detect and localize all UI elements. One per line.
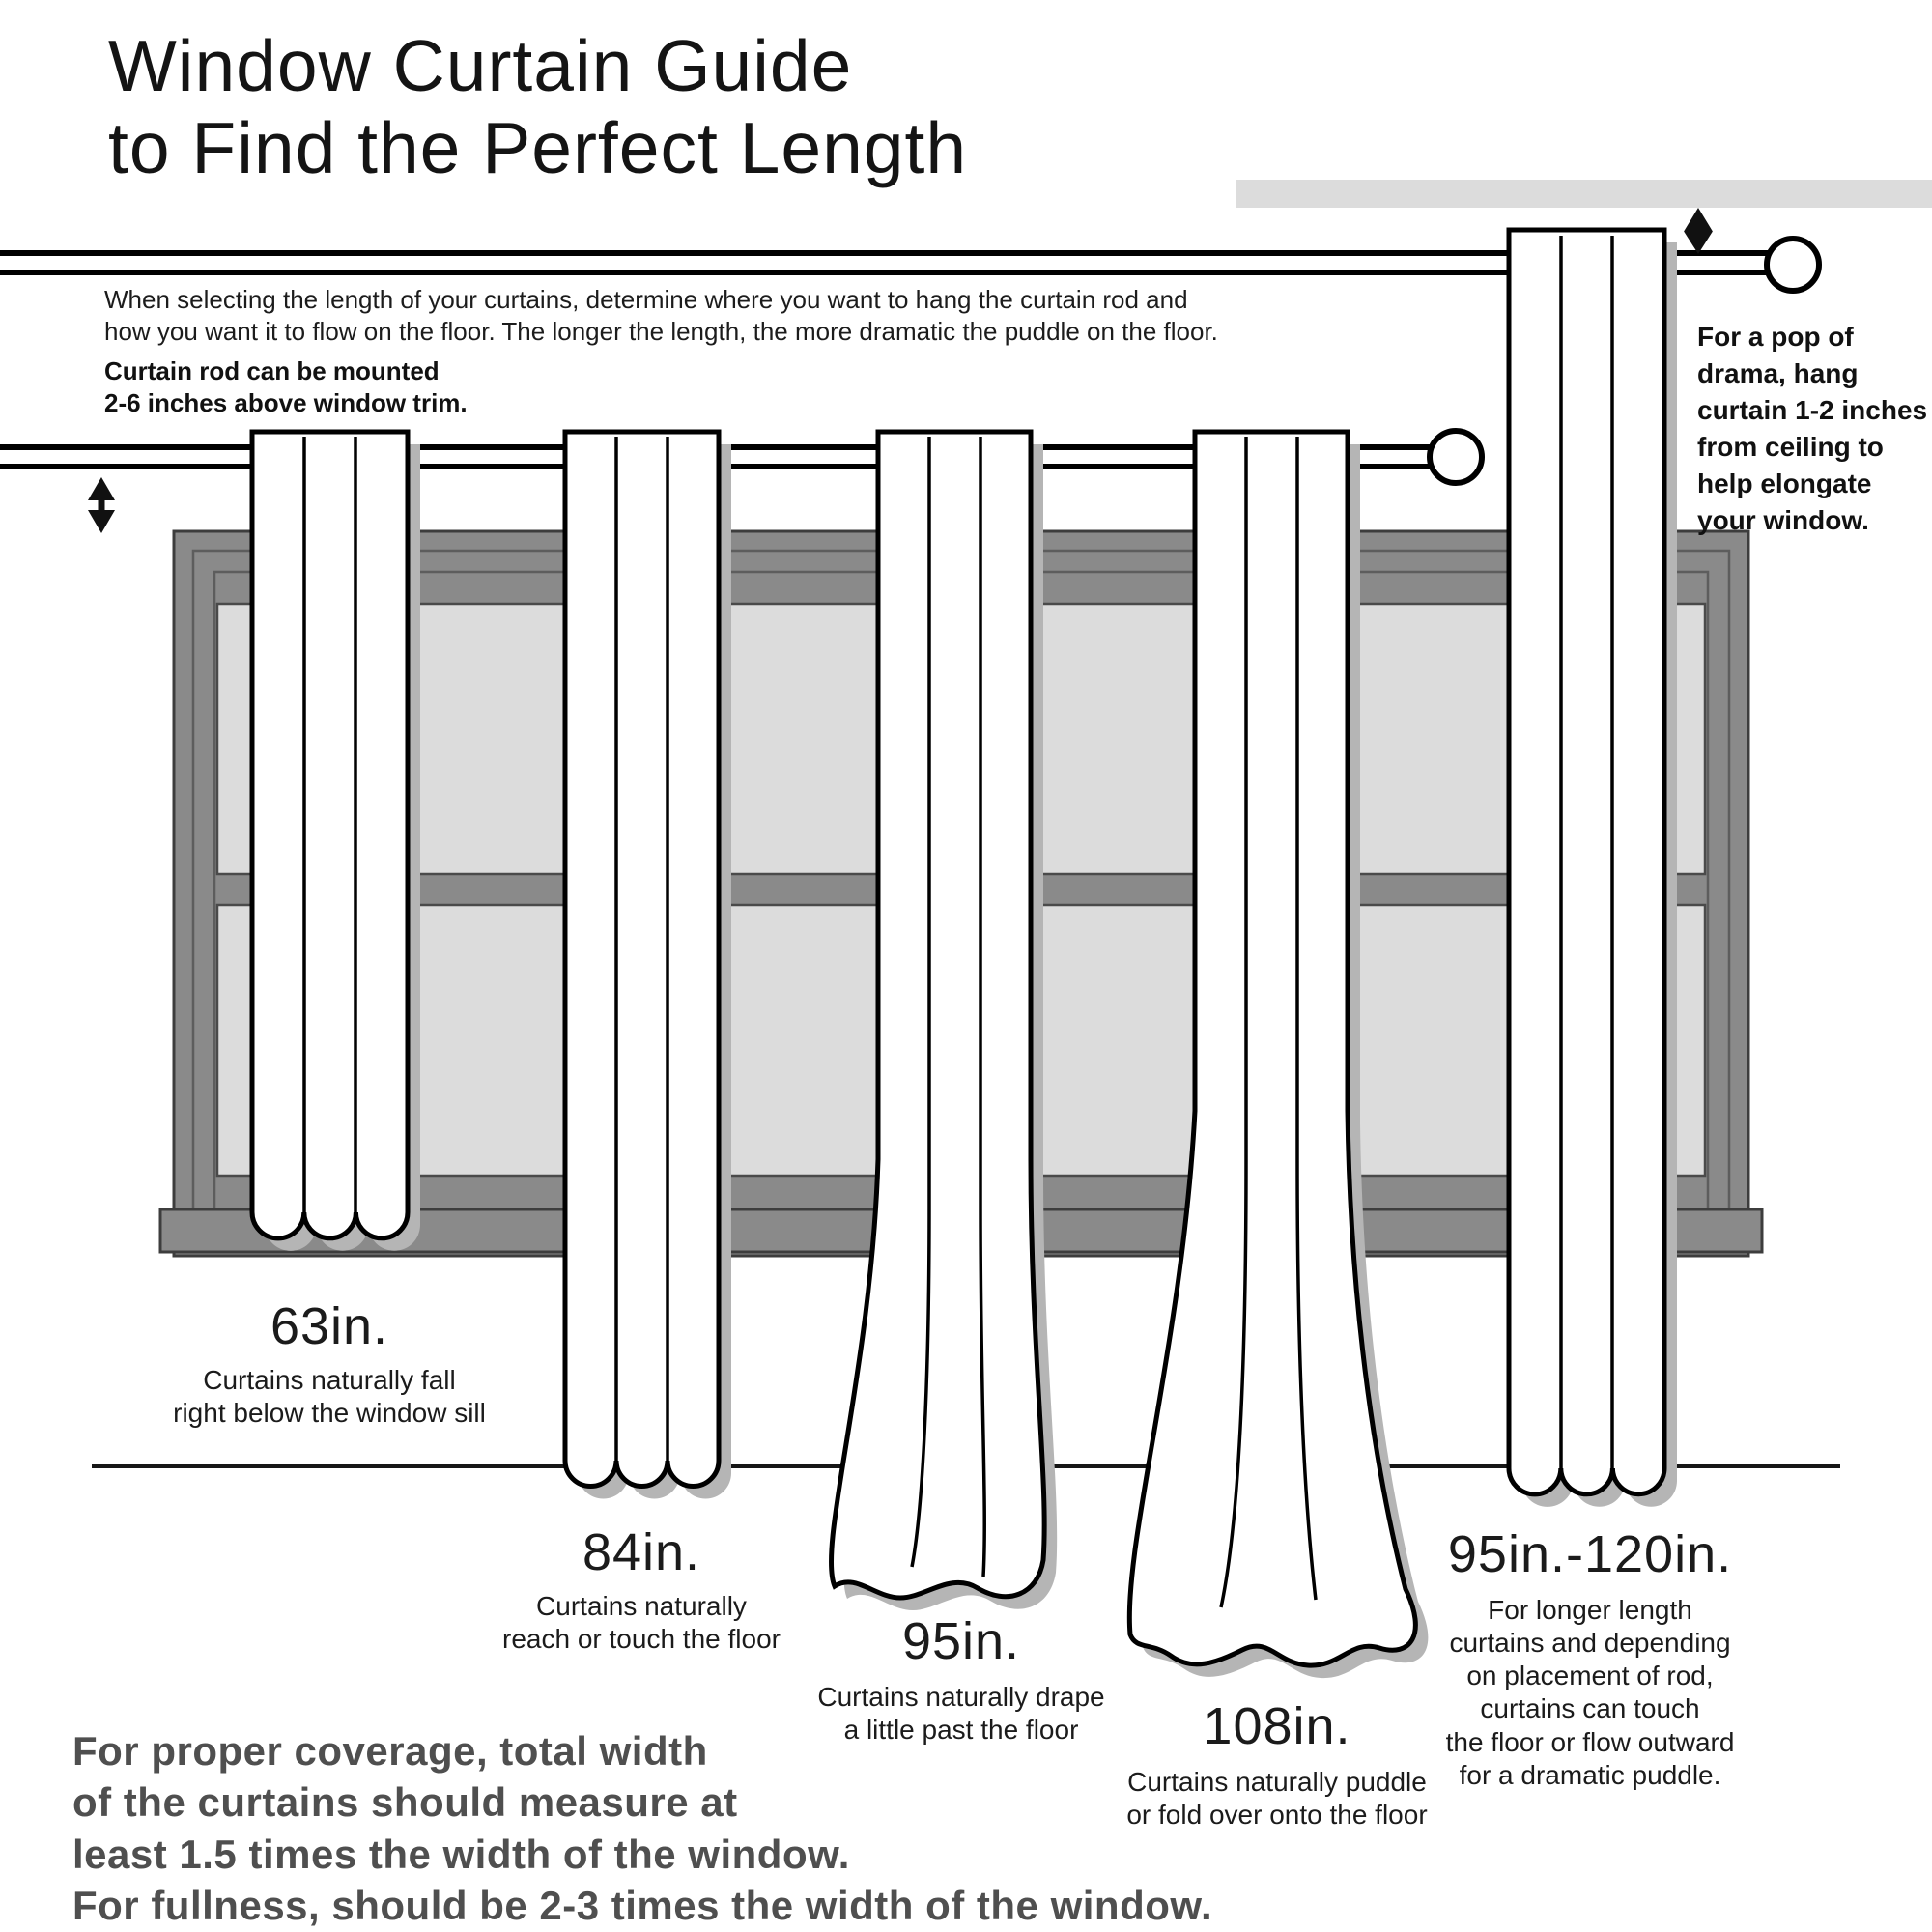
width-guideline-note: For proper coverage, total width of the curtains should measure at least 1.5 times the width of the window. For fullness, should be 2-3 times the width of the window.	[72, 1728, 1213, 1928]
curtain-95in-length-label: 95in.	[901, 1612, 1021, 1670]
curtain-63in-length-label: 63in.	[270, 1297, 389, 1355]
ceiling-bar	[1236, 180, 1932, 208]
double-arrow-icon	[1685, 209, 1712, 253]
curtain-108in-description: Curtains naturally puddle or fold over onto the floor	[1126, 1767, 1428, 1831]
curtain-63in-description: Curtains naturally fall right below the window sill	[173, 1365, 486, 1429]
curtain-84in-description: Curtains naturally reach or touch the floor	[502, 1591, 781, 1655]
curtain-108in-length-label: 108in.	[1203, 1697, 1351, 1755]
curtain-95-120in	[1509, 230, 1677, 1507]
rod-finial-icon	[1767, 239, 1819, 291]
rod-finial-icon	[1430, 431, 1482, 483]
curtain-panel	[565, 432, 719, 1487]
curtain-63in	[252, 432, 420, 1251]
curtain-95-120in-length-label: 95in.-120in.	[1447, 1525, 1733, 1583]
curtain-panel	[252, 432, 408, 1238]
curtain-panel	[1509, 230, 1664, 1494]
curtain-84in	[565, 432, 731, 1499]
intro-paragraph: When selecting the length of your curtains, determine where you want to hang the curtain rod and how you want it to flow on the floor. The longer the length, the more dramatic the puddle on the floor.	[104, 285, 1218, 347]
page-title: Window Curtain Guide to Find the Perfect Length	[108, 25, 968, 188]
double-arrow-icon	[88, 477, 115, 533]
ceiling-hang-note: For a pop of drama, hang curtain 1-2 inches from ceiling to help elongate your window.	[1697, 322, 1928, 536]
rod-mount-note: Curtain rod can be mounted 2-6 inches above window trim.	[104, 356, 468, 418]
curtain-95-120in-description: For longer length curtains and depending on placement of rod, curtains can touch the floor or flow outward for a dramatic puddle.	[1445, 1595, 1735, 1790]
curtain-84in-length-label: 84in.	[582, 1523, 701, 1581]
curtain-95in-description: Curtains naturally drape a little past the floor	[817, 1682, 1105, 1746]
